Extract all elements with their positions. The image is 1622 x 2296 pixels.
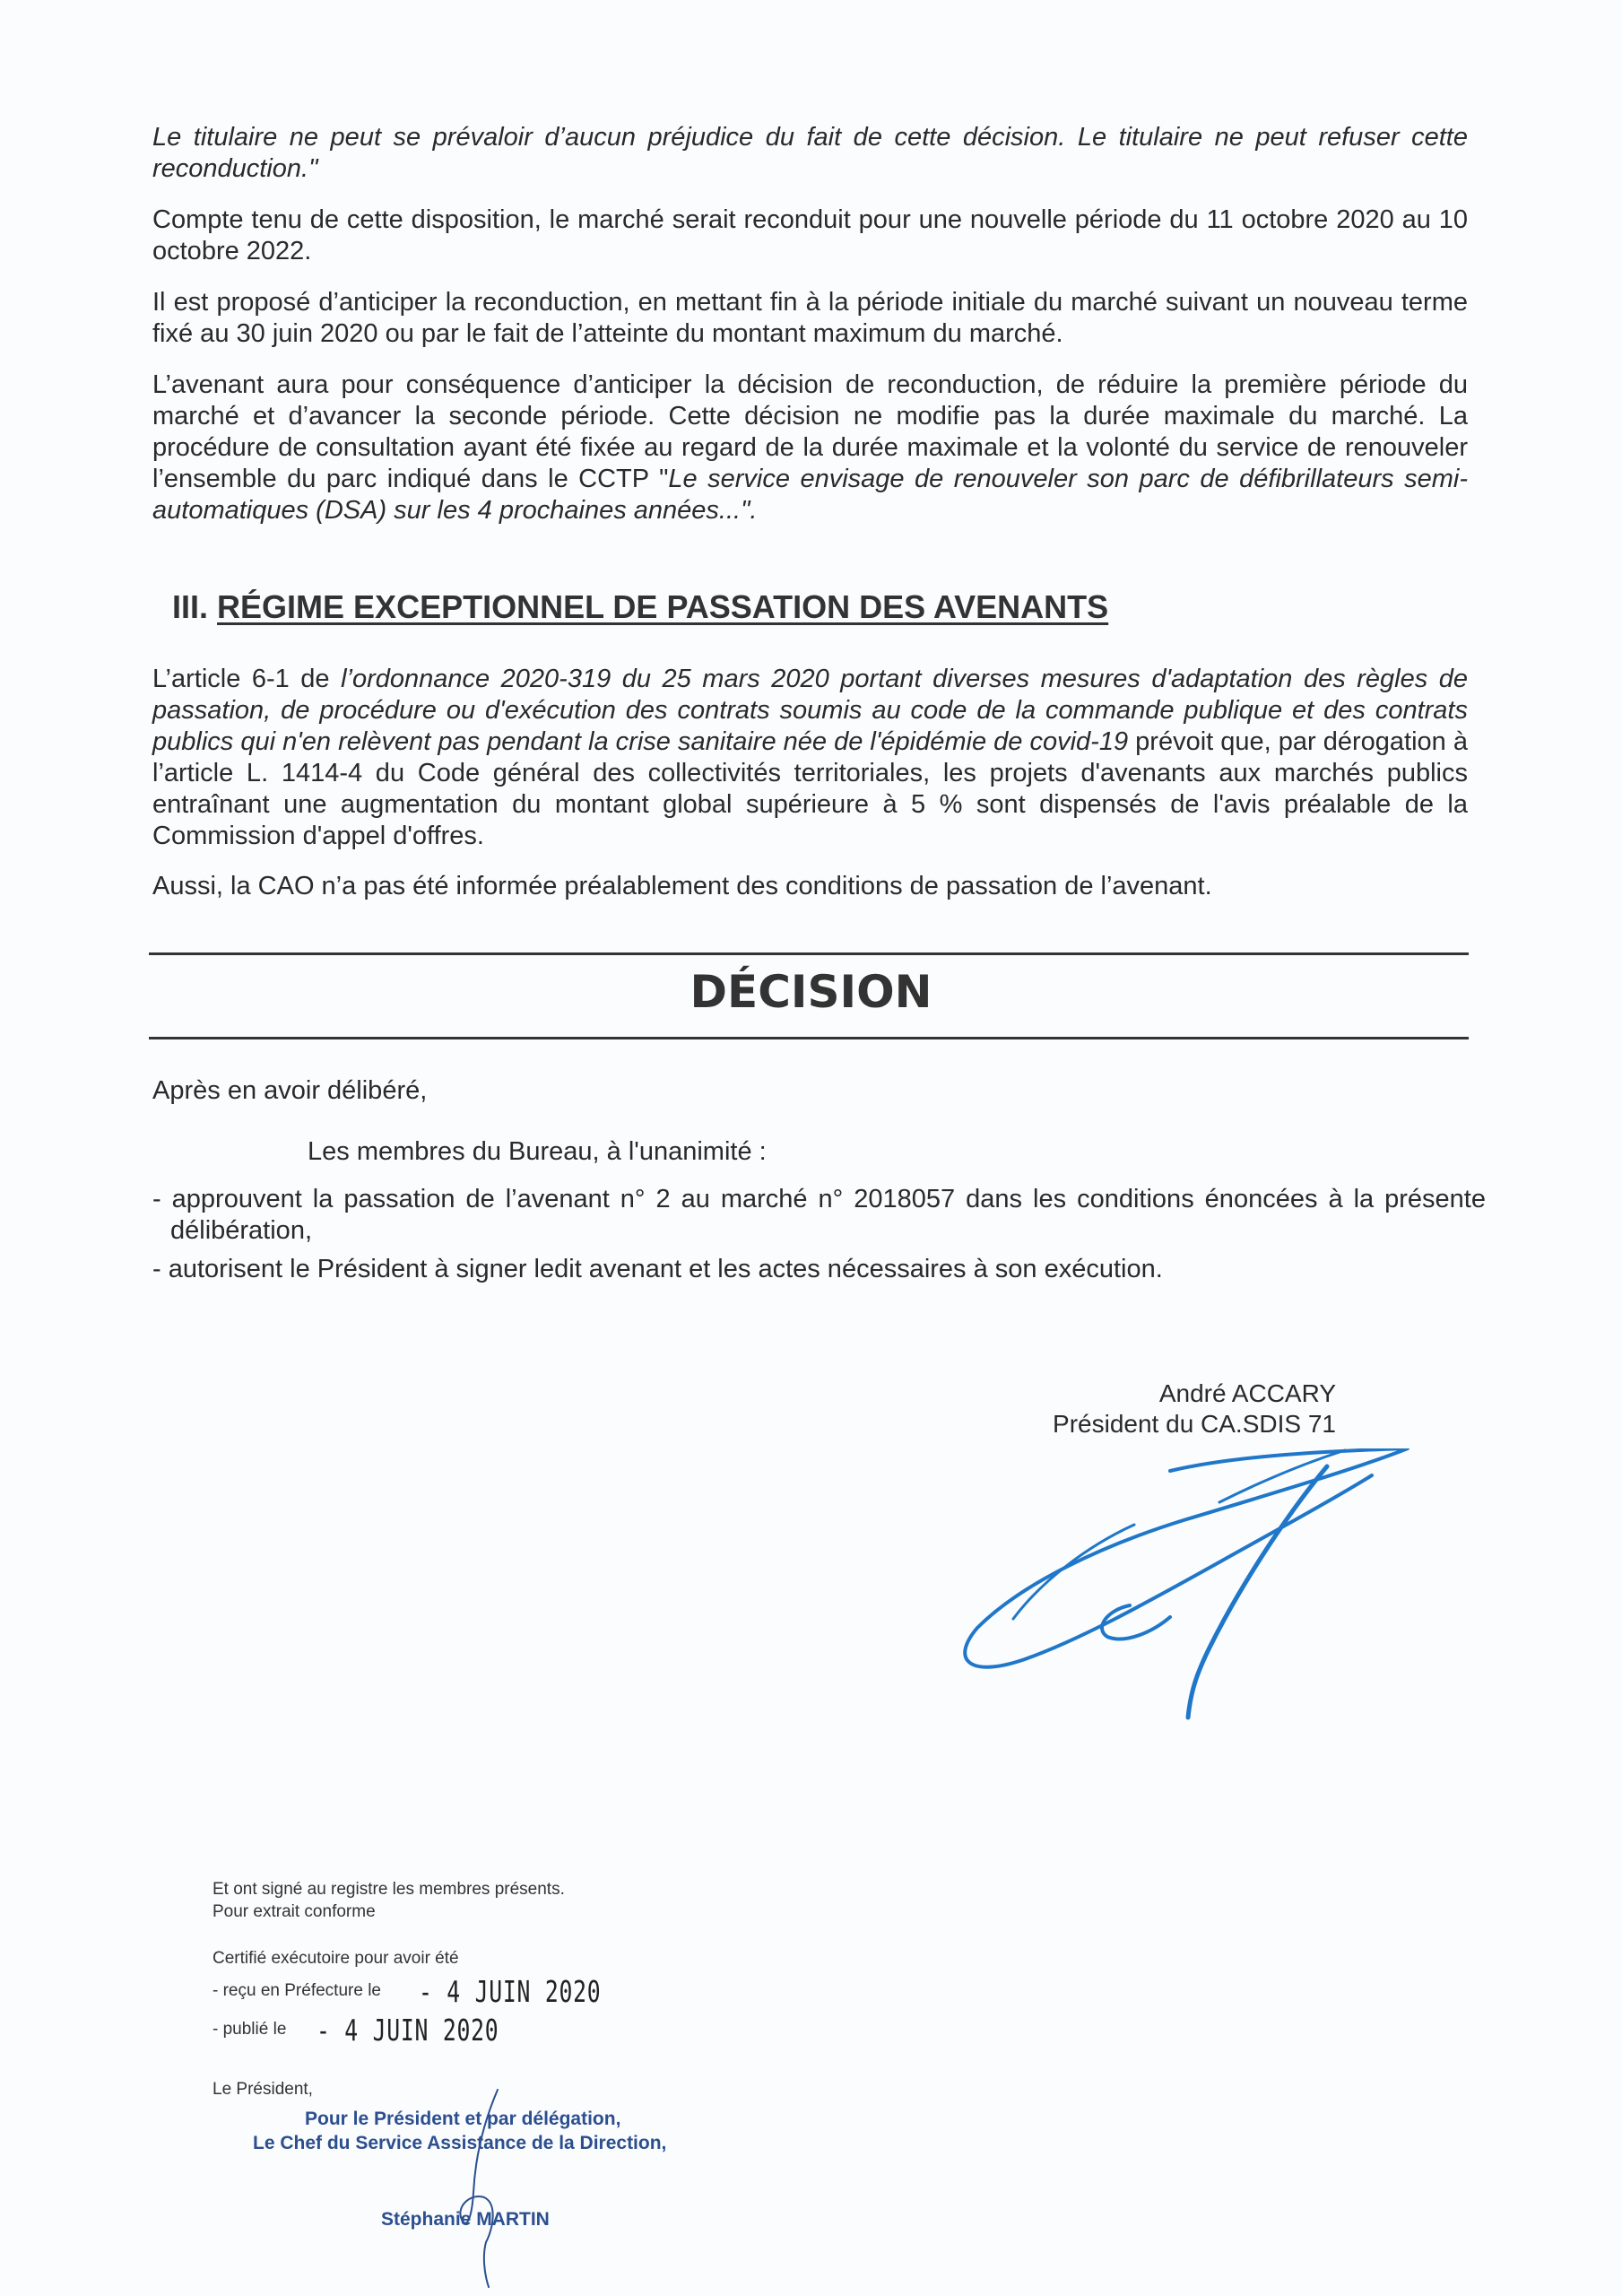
paragraph-reconduction (152, 204, 1468, 267)
ordonnance-reference: l’ordonnance 2020-319 du 25 mars 2020 portant diverses mesures d'adaptation des règles de passation, de procédure ou d'exécution des contrats soumis au code de la commande publique et des contrats publics qui n'en relèvent pas pendant la crise sanitaire née de l'épidémie de covid-19 (152, 665, 1468, 756)
delegate-signature (448, 2085, 520, 2292)
paragraph-text (152, 664, 1468, 852)
paragraph-text: Les membres du Bureau, à l'unanimité : (308, 1137, 767, 1166)
publie-date-stamp: - 4 JUIN 2020 (317, 2013, 499, 2048)
footer-prefecture-label: - reçu en Préfecture le (213, 1981, 381, 2000)
footer-certifie: Certifié exécutoire pour avoir été (213, 1949, 459, 1968)
list-item: - autorisent le Président à signer ledit avenant et les actes nécessaires à son exécution. (152, 1255, 1163, 1283)
stamp-name: Stéphanie MARTIN (381, 2209, 550, 2230)
paragraph-text-part: L’article 6-1 de (152, 665, 342, 693)
footer-publie-label: - publié le (213, 2020, 287, 2039)
paragraph-text: Compte tenu de cette disposition, le marché serait reconduit pour une nouvelle période du 11 octobre 2020 au 10 octobre 2022. (152, 205, 1468, 265)
decision-item-approve (152, 1184, 1486, 1247)
footer-signed-register: Et ont signé au registre les membres présents. (213, 1880, 565, 1899)
paragraph-text-part: prévoit que, par dérogation à l’article L. 1414-4 du Code général des collectivités territoriales, les projets d'avenants aux marchés publics entraînant une augmentation du montant global supérieure à 5 % sont dispensés de l'avis préalable de la Commission d'appel d'offres. (152, 727, 1469, 850)
section-number: III. (172, 588, 209, 625)
decision-intro (152, 1075, 1468, 1107)
paragraph-prejudice (152, 122, 1468, 185)
footer-president: Le Président, (213, 2080, 313, 2099)
decision-title: DÉCISION (690, 966, 932, 1018)
paragraph-text (152, 370, 1468, 526)
paragraph-text: Aussi, la CAO n’a pas été informée préalablement des conditions de passation de l’avenant. (152, 872, 1212, 900)
paragraph-text: Le titulaire ne peut se prévaloir d’aucun préjudice du fait de cette décision. Le titulaire ne peut refuser cette reconduction." (152, 123, 1468, 183)
signatory-role: Président du CA.SDIS 71 (1053, 1410, 1336, 1438)
paragraph-ordonnance (152, 664, 1468, 852)
section-title: RÉGIME EXCEPTIONNEL DE PASSATION DES AVENANTS (217, 588, 1109, 625)
paragraph-text: Après en avoir délibéré, (152, 1076, 428, 1105)
divider-top (149, 952, 1469, 955)
paragraph-avenant-consequence (152, 370, 1468, 526)
paragraph-anticipation (152, 287, 1468, 350)
president-signature (950, 1448, 1435, 1735)
paragraph-cao (152, 871, 1468, 902)
decision-item-authorize (152, 1254, 1486, 1285)
paragraph-text: Il est proposé d’anticiper la reconduction, en mettant fin à la période initiale du marché suivant un nouveau terme fixé au 30 juin 2020 ou par le fait de l’atteinte du montant maximum du marché. (152, 288, 1468, 348)
stamp-service: Le Chef du Service Assistance de la Direction, (253, 2133, 667, 2153)
list-item: - approuvent la passation de l’avenant n° 2 au marché n° 2018057 dans les conditions énoncées à la présente délibération, (152, 1185, 1486, 1245)
stamp-delegation: Pour le Président et par délégation, (305, 2109, 621, 2129)
signatory-name: André ACCARY (1158, 1379, 1336, 1407)
prefecture-date-stamp: - 4 JUIN 2020 (419, 1974, 602, 2009)
paragraph-text-part: L’avenant aura pour conséquence d’anticiper la décision de reconduction, de réduire la première période du marché et d’avancer la seconde période. Cette décision ne modifie pas la durée maximale du marché. La procédure de consultation ayant été fixée au regard de la durée maximale et la volonté du service de renouveler l’ensemble du parc indiqué dans le CCTP " (152, 370, 1468, 493)
cctp-quote: Le service envisage de renouveler son parc de défibrillateurs semi-automatiques (DSA) sur les 4 prochaines années...". (152, 465, 1468, 525)
divider-bottom (149, 1037, 1469, 1039)
decision-members (308, 1136, 1383, 1168)
signatory-block (1040, 1378, 1336, 1439)
footer-extract-conforme: Pour extrait conforme (213, 1902, 376, 1921)
section-heading (172, 588, 1108, 626)
